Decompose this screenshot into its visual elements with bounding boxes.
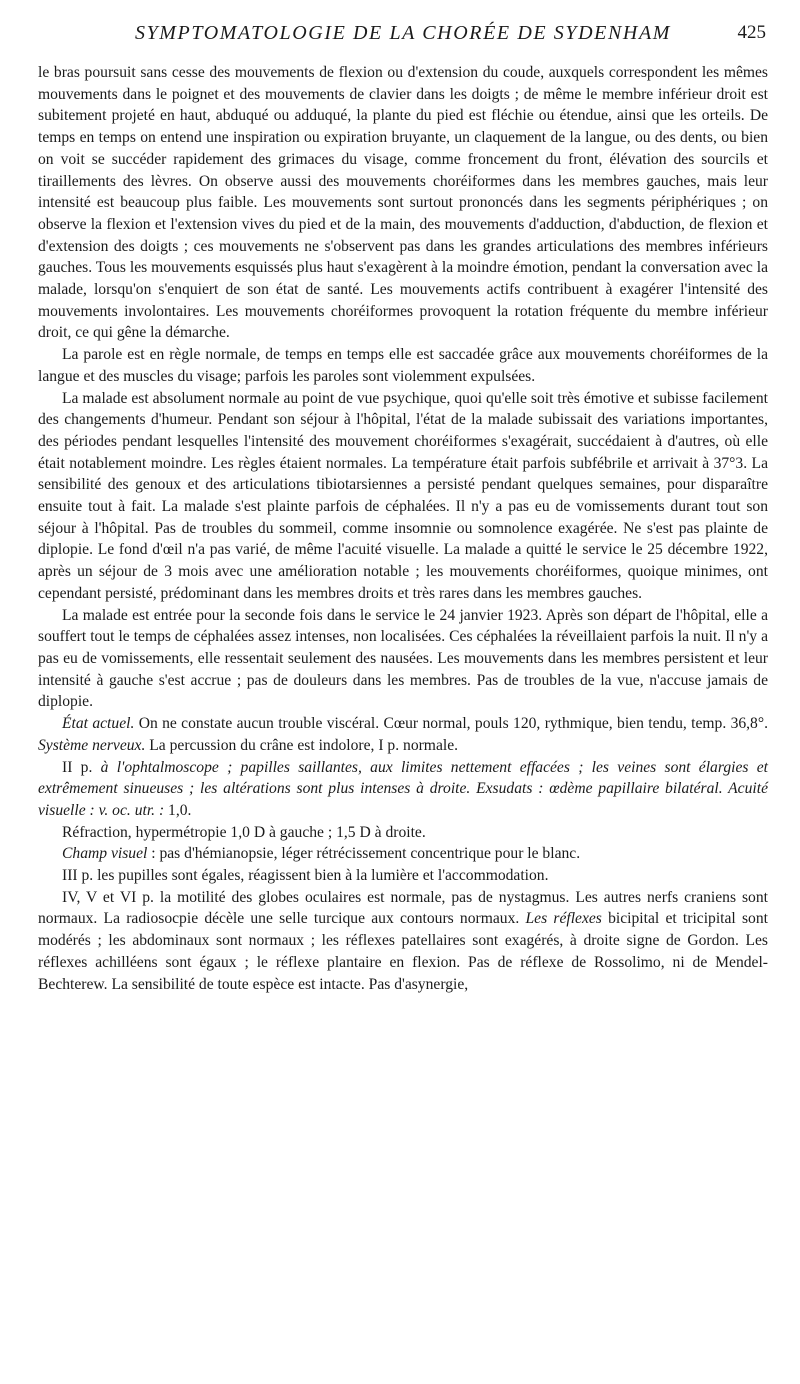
- paragraph-champ-visuel: Champ visuel : pas d'hémianopsie, léger rétrécissement concentrique pour le blanc.: [62, 845, 581, 863]
- page-number: 425: [737, 22, 766, 43]
- paragraph-continuation: le bras poursuit sans cesse des mouvements de flexion ou d'extension du coude, auxquels correspondent les mêmes mouvements dans le poignet et des mouvements de clavier dans les doigts ; de même le membre inférieur droit est subitement projeté en haut, abduqué ou adduqué, la plante du pied est fléchie ou étendue, ainsi que les orteils. De temps en temps on entend une inspiration ou expiration bruyante, un claquement de la langue, ou des dents, ou bien on voit se succéder rapidement des grimaces du visage, comme froncement du front, élévation des sourcils et tiraillements des lèvres. On observe aussi des mouvements choréiformes dans les membres gauches, mais leur intensité est beaucoup plus faible. Les mouvements sont surtout prononcés dans les segments périphériques ; on observe la flexion et l'extension vives du pied et de la main, des mouvements d'adduction, d'abduction, de flexion et d'extension des doigts ; ces mouvements ne s'observent pas dans les grandes articulations des membres inférieurs gauches. Tous les mouvements esquissés plus haut s'exagèrent à la moindre émotion, pendant la conversation avec la malade, lorsqu'on s'enquiert de son état de santé. Les mouvements actifs contribuent à exagérer l'intensité des mouvements involontaires. Les mouvements choréiformes provoquent la rotation fréquente du membre inférieur droit, ce qui gêne la démarche.: [38, 64, 768, 342]
- paragraph-psychique: La malade est absolument normale au point de vue psychique, quoi qu'elle soit très émotive et subisse facilement des changements d'humeur. Pendant son séjour à l'hôpital, l'état de la malade subissait des variations importantes, des périodes pendant lesquelles l'intensité des mouvement choréiformes s'exagérait, succédaient à d'autres, où elle était notablement moindre. Les règles étaient normales. La température était parfois subfébrile et arrivait à 37°3. La sensibilité des genoux et des articulations tibiotarsiennes a persisté pendant quelques semaines, pour disparaître ensuite tout à fait. La malade s'est plainte parfois de céphalées. Il n'y a pas eu de vomissements durant tout son séjour à l'hôpital. Pas de troubles du sommeil, comme insomnie ou somnolence exagérée. Ne s'est pas plainte de diplopie. Le fond d'œil n'a pas varié, de même l'acuité visuelle. La malade a quitté le service le 25 décembre 1922, après un séjour de 3 mois avec une amélioration notable ; les mouvements choréiformes, quoique minimes, ont cependant persisté, prédominant dans les membres droits et très rares dans les membres gauches.: [38, 389, 768, 602]
- running-title: SYMPTOMATOLOGIE DE LA CHORÉE DE SYDENHAM: [134, 22, 672, 44]
- paragraph-pupilles: III p. les pupilles sont égales, réagissent bien à la lumière et l'accommodation.: [62, 867, 549, 885]
- paragraph-seconde-entree: La malade est entrée pour la seconde fois dans le service le 24 janvier 1923. Après son départ de l'hôpital, elle a souffert tout le temps de céphalées assez intenses, non localisées. Ces céphalées la réveillaient parfois la nuit. Il n'y a pas eu de vomissements, elle ressentait seulement des nausées. Les mouvements dans les membres persistent et leur intensité à gauche s'est accrue ; pas de douleurs dans les membres. Pas de troubles de la vue, n'accuse jamais de diplopie.: [38, 606, 768, 711]
- paragraph-ophtalmoscope: II p. à l'ophtalmoscope ; papilles saillantes, aux limites nettement effacées ; les veines sont élargies et extrêmement sinueuses ; les altérations sont plus intenses à droite. Exsudats : œdème papillaire bilatéral. Acuité visuelle : v. oc. utr. : 1,0.: [38, 758, 768, 819]
- paragraph-reflexes: IV, V et VI p. la motilité des globes oculaires est normale, pas de nystagmus. Les autres nerfs craniens sont normaux. La radiosocpie décèle une selle turcique aux contours normaux. Les réflexes bicipital et tricipital sont modérés ; les abdominaux sont normaux ; les réflexes patellaires sont exagérés, à droite signe de Gordon. Les réflexes achilléens sont égaux ; le réflexe plantaire en flexion. Pas de réflexe de Rossolimo, ni de Mendel-Bechterew. La sensibilité de toute espèce est intacte. Pas d'asynergie,: [38, 888, 768, 993]
- running-head: [38, 22, 768, 52]
- paragraph-parole: La parole est en règle normale, de temps en temps elle est saccadée grâce aux mouvements choréiformes de la langue et des muscles du visage; parfois les paroles sont violemment expulsées.: [38, 346, 768, 385]
- paragraph-refraction: Réfraction, hypermétropie 1,0 D à gauche ; 1,5 D à droite.: [62, 823, 426, 841]
- paragraph-etat-actuel: État actuel. On ne constate aucun trouble viscéral. Cœur normal, pouls 120, rythmique, bien tendu, temp. 36,8°. Système nerveux. La percussion du crâne est indolore, I p. normale.: [38, 715, 768, 754]
- body-text: [38, 62, 768, 995]
